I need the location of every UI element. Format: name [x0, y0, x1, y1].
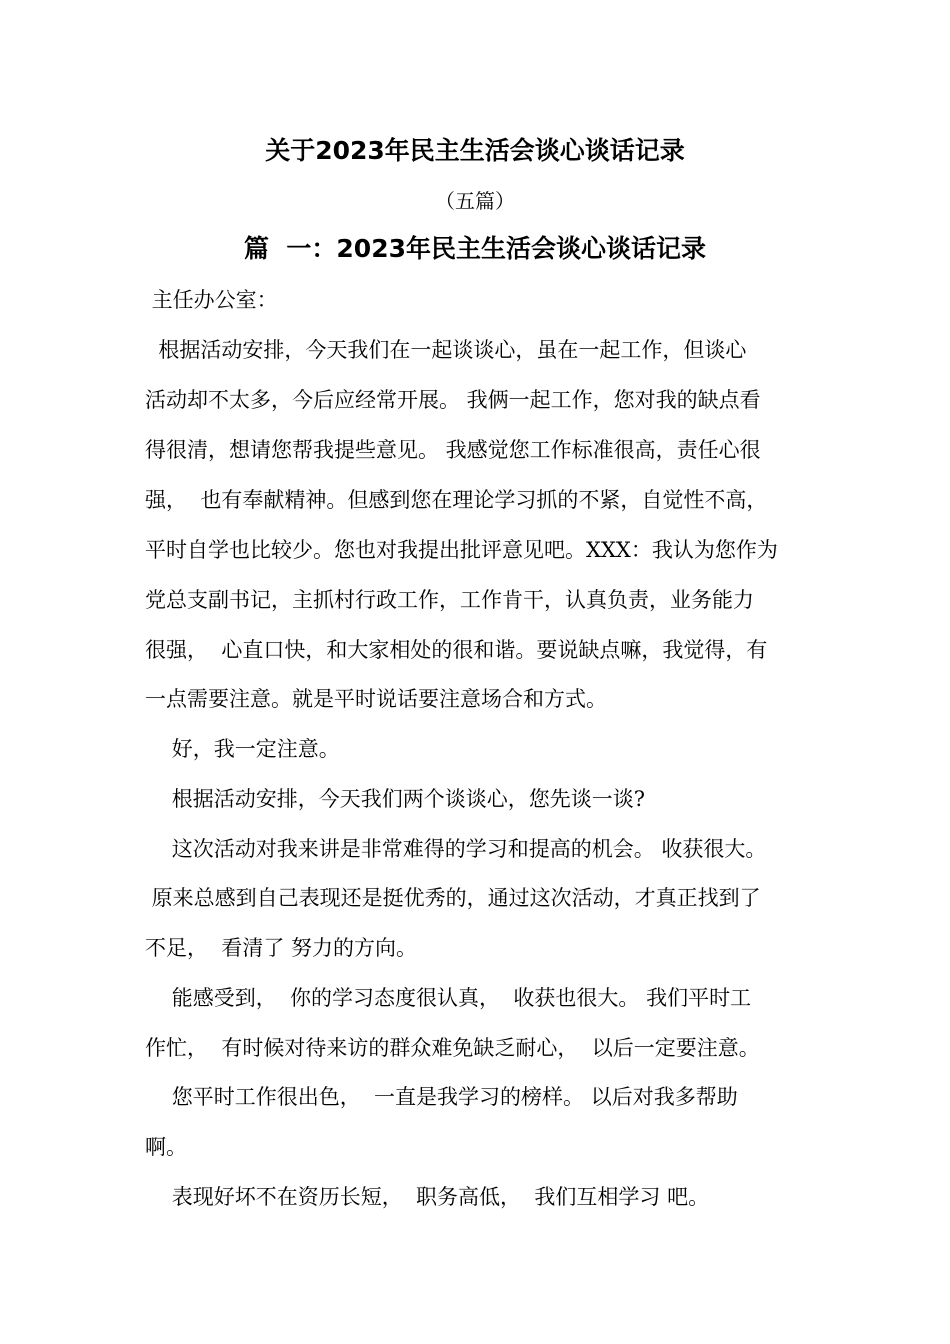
body-line: 这次活动对我来讲是非常难得的学习和提高的机会。 收获很大。: [145, 837, 767, 861]
body-line: 主任办公室：: [145, 288, 278, 312]
body-line: 一点需要注意。就是平时说话要注意场合和方式。: [145, 687, 607, 711]
body-line: 作忙， 有时候对待来访的群众难免缺乏耐心， 以后一定要注意。: [145, 1036, 760, 1060]
body-line: 能感受到， 你的学习态度很认真， 收获也很大。 我们平时工: [145, 986, 752, 1010]
body-line: 强， 也有奉献精神。但感到您在理论学习抓的不紧，自觉性不高，: [145, 488, 768, 512]
body-line: 活动却不太多，今后应经常开展。 我俩一起工作，您对我的缺点看: [145, 388, 761, 412]
body-line: 党总支副书记，主抓村行政工作，工作肯干，认真负责，业务能力: [145, 588, 754, 612]
body-line: 好，我一定注意。: [145, 737, 340, 761]
body-line: 根据活动安排，今天我们两个谈谈心，您先谈一谈?: [145, 787, 645, 811]
body-line: 根据活动安排，今天我们在一起谈谈心，虽在一起工作，但谈心: [145, 338, 747, 362]
document-title: 关于2023年民主生活会谈心谈话记录: [265, 136, 685, 165]
section-heading: 篇 一：2023年民主生活会谈心谈话记录: [244, 234, 706, 263]
body-line: 平时自学也比较少。您也对我提出批评意见吧。XXX：我认为您作为: [145, 538, 778, 562]
document-subtitle: （五篇）: [435, 189, 515, 213]
body-line: 原来总感到自己表现还是挺优秀的，通过这次活动，才真正找到了: [145, 886, 761, 910]
body-line: 您平时工作很出色， 一直是我学习的榜样。 以后对我多帮助: [145, 1085, 738, 1109]
body-line: 得很清，想请您帮我提些意见。 我感觉您工作标准很高，责任心很: [145, 438, 761, 462]
body-line: 不足， 看清了 努力的方向。: [145, 936, 418, 960]
body-line: 表现好坏不在资历长短， 职务高低， 我们互相学习 吧。: [145, 1185, 710, 1209]
body-line: 很强， 心直口快，和大家相处的很和谐。要说缺点嘛，我觉得，有: [145, 638, 768, 662]
body-line: 啊。: [145, 1135, 187, 1159]
